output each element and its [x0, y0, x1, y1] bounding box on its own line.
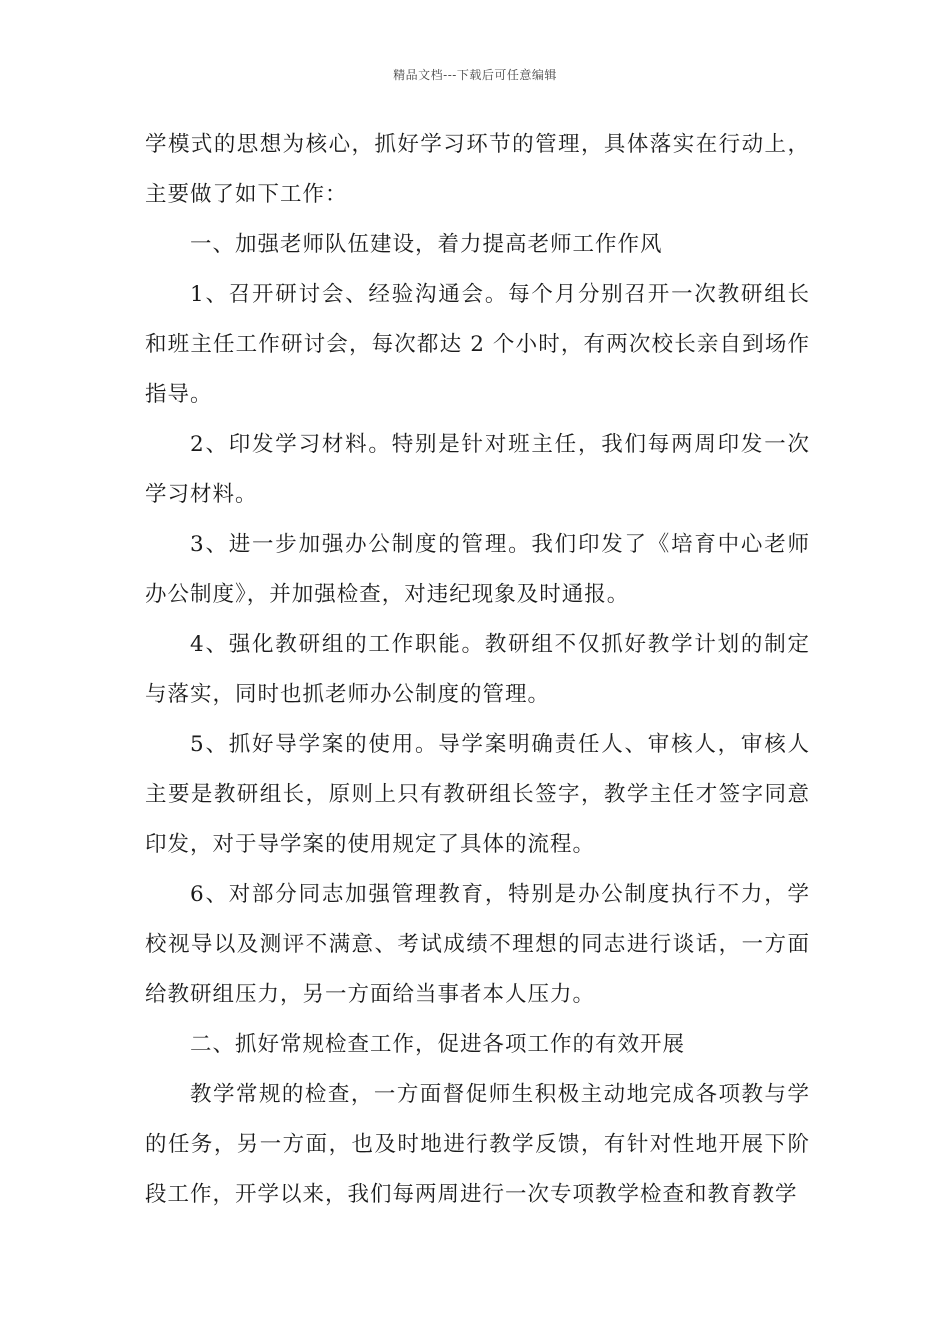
paragraph-body: 教学常规的检查，一方面督促师生积极主动地完成各项教与学的任务，另一方面，也及时地进行教学反馈，有针对性地开展下阶段工作，开学以来，我们每两周进行一次专项教学检查和教育教学	[145, 1082, 810, 1207]
list-item-4: 4、强化教研组的工作职能。教研组不仅抓好教学计划的制定与落实，同时也抓老师办公制度的管理。	[145, 632, 810, 707]
list-item-3: 3、进一步加强办公制度的管理。我们印发了《培育中心老师办公制度》，并加强检查，对违纪现象及时通报。	[145, 532, 810, 607]
page-header: 精品文档---下载后可任意编辑	[393, 68, 557, 82]
section-heading-1: 一、加强老师队伍建设，着力提高老师工作作风	[190, 232, 663, 257]
list-item-6: 6、对部分同志加强管理教育，特别是办公制度执行不力，学校视导以及测评不满意、考试成绩不理想的同志进行谈话，一方面给教研组压力，另一方面给当事者本人压力。	[145, 882, 810, 1007]
list-item-2: 2、印发学习材料。特别是针对班主任，我们每两周印发一次学习材料。	[145, 432, 810, 507]
list-item-1: 1、召开研讨会、经验沟通会。每个月分别召开一次教研组长和班主任工作研讨会，每次都达 2 个小时，有两次校长亲自到场作指导。	[145, 282, 810, 407]
list-item-5: 5、抓好导学案的使用。导学案明确责任人、审核人，审核人主要是教研组长，原则上只有教研组长签字，教学主任才签字同意印发，对于导学案的使用规定了具体的流程。	[145, 732, 810, 857]
section-heading-2: 二、抓好常规检查工作，促进各项工作的有效开展	[190, 1032, 686, 1057]
document-body	[145, 120, 810, 1220]
paragraph-continuation: 学模式的思想为核心，抓好学习环节的管理，具体落实在行动上，主要做了如下工作：	[145, 132, 810, 207]
